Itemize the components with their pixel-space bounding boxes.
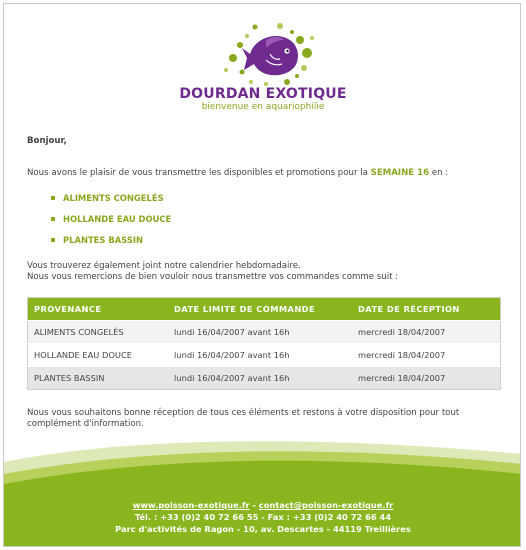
table-cell: lundi 16/04/2007 avant 16h xyxy=(168,344,352,367)
column-header-deadline: DATE LIMITE DE COMMANDE xyxy=(168,298,352,321)
website-link[interactable]: www.poisson-exotique.fr xyxy=(132,500,250,510)
table-cell: mercredi 18/04/2007 xyxy=(352,344,501,367)
list-item: PLANTES BASSIN xyxy=(51,235,503,246)
address: Parc d'activités de Ragon - 10, av. Descartes - 44119 Treillières xyxy=(115,524,411,534)
intro-paragraph xyxy=(27,168,503,179)
calendar-paragraph xyxy=(27,261,503,283)
table-cell: HOLLANDE EAU DOUCE xyxy=(28,344,169,367)
product-list xyxy=(27,193,503,246)
bullet-icon xyxy=(51,196,55,200)
table-row xyxy=(28,367,501,390)
footer-separator: - xyxy=(249,500,259,510)
column-header-reception: DATE DE RÉCEPTION xyxy=(352,298,501,321)
intro-text: Nous avons le plaisir de vous transmettre les disponibles et promotions pour la xyxy=(27,168,371,178)
email-link[interactable]: contact@poisson-exotique.fr xyxy=(258,500,394,510)
table-row xyxy=(28,321,501,344)
list-item: HOLLANDE EAU DOUCE xyxy=(51,214,503,225)
list-item: ALIMENTS CONGELÉS xyxy=(51,193,503,204)
table-row xyxy=(28,344,501,367)
footer-contact xyxy=(4,499,521,535)
phone-fax: Tél. : +33 (0)2 40 72 66 55 - Fax : +33 (0)2 40 72 66 44 xyxy=(134,512,392,522)
table-cell: mercredi 18/04/2007 xyxy=(352,367,501,390)
table-cell: mercredi 18/04/2007 xyxy=(352,321,501,344)
intro-end: en : xyxy=(429,168,449,178)
week-label: SEMAINE 16 xyxy=(370,168,430,178)
table-cell: ALIMENTS CONGELÉS xyxy=(28,321,169,344)
table-cell: PLANTES BASSIN xyxy=(28,367,169,390)
bullet-icon xyxy=(51,217,55,221)
closing-paragraph: Nous vous souhaitons bonne réception de tous ces éléments et restons à votre disposition pour tout complément d'information. xyxy=(27,408,460,429)
table-header-row xyxy=(28,298,501,321)
table-cell: lundi 16/04/2007 avant 16h xyxy=(168,367,352,390)
column-header-provenance: PROVENANCE xyxy=(28,298,169,321)
bullet-icon xyxy=(51,238,55,242)
calendar-line-2: Nous vous remercions de bien vouloir nous transmettre vos commandes comme suit : xyxy=(27,272,399,282)
email-frame xyxy=(3,3,521,547)
order-schedule-table xyxy=(27,297,501,390)
brand-name: DOURDAN EXOTIQUE xyxy=(179,86,347,102)
email-body xyxy=(27,136,503,430)
brand-tagline: bienvenue en aquariophilie xyxy=(201,102,325,112)
greeting: Bonjour, xyxy=(27,136,67,146)
table-cell: lundi 16/04/2007 avant 16h xyxy=(168,321,352,344)
calendar-line-1: Vous trouverez également joint notre calendrier hebdomadaire. xyxy=(27,261,301,271)
